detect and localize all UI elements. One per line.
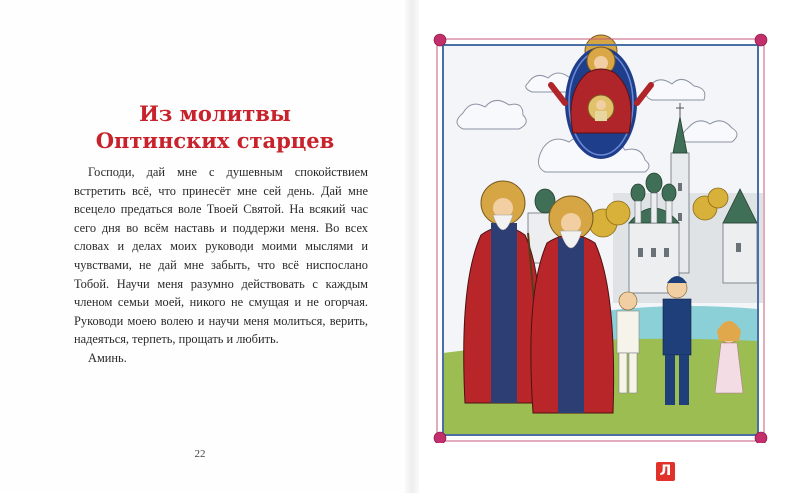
page-title xyxy=(60,100,370,154)
child-girl xyxy=(715,321,743,393)
icon-illustration xyxy=(433,33,768,443)
page-number: 22 xyxy=(194,448,206,460)
title-line-2: Оптинских старцев xyxy=(95,128,335,153)
prayer-text xyxy=(74,163,368,368)
title-line-1: Из молитвы xyxy=(139,101,291,126)
publisher-logo: Л xyxy=(656,462,675,481)
prayer-amen: Аминь. xyxy=(88,350,127,365)
prayer-paragraph: Господи, дай мне с душевным спокойствием встретить всё, что принесёт мне сей день. Дай мне всецело предаться воле Твоей Святой. На всякий час сего дня во всём наставь и поддержи меня. Во всех словах и делах моих руководи моими мыслями и чувствами, не дай мне забыть, что всё ниспослано Тобой. Научи меня разумно действовать с каждым членом семьи моей, никого не смущая и не огорчая. Руководи моею волею и научи меня молиться, верить, надеяться, терпеть, прощать и любить. xyxy=(74,165,368,347)
book-gutter xyxy=(405,0,419,493)
